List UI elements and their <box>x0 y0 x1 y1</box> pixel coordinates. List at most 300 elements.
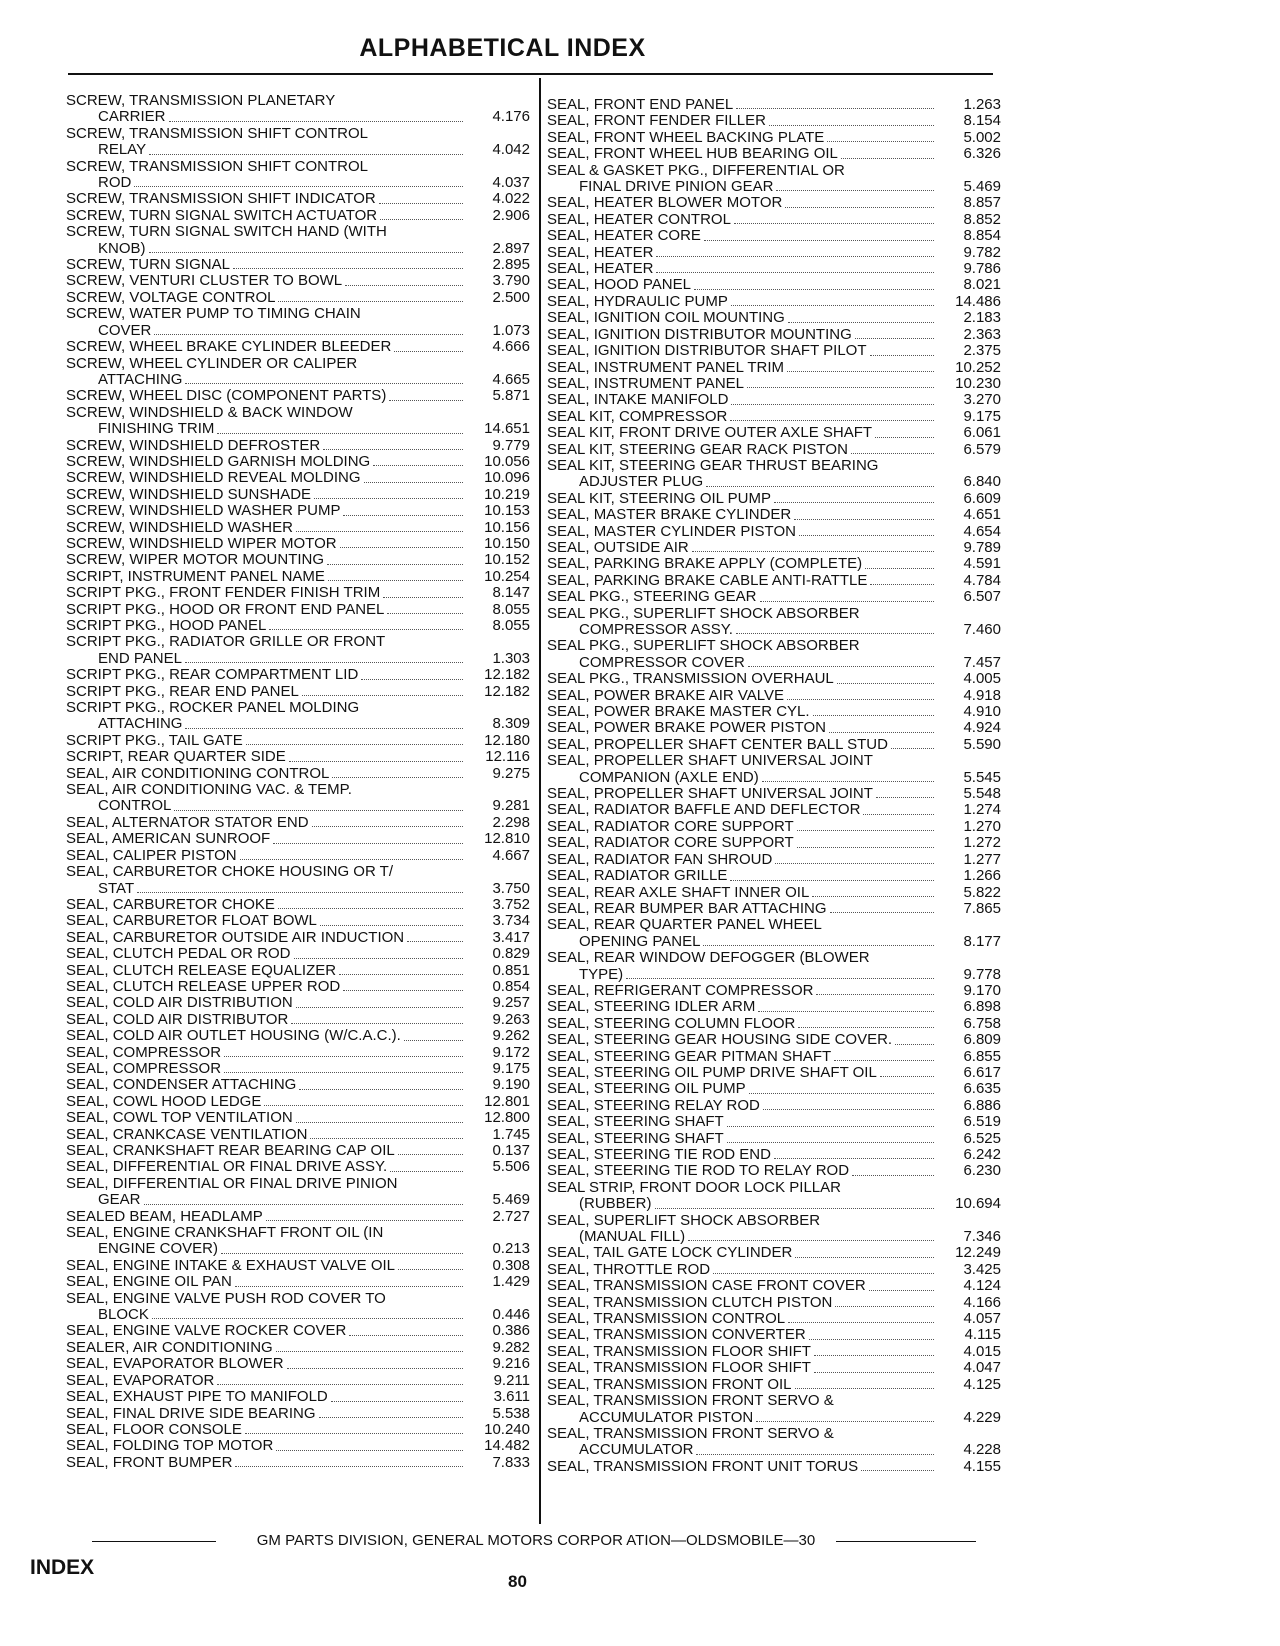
dot-leader <box>795 1245 934 1257</box>
entry-reference: 8.154 <box>963 112 1001 130</box>
entry-reference: 4.651 <box>963 506 1001 524</box>
index-entry <box>66 815 532 831</box>
index-entry <box>547 1245 1003 1261</box>
entry-text-line: SEAL, REAR BUMPER BAR ATTACHING <box>547 899 827 917</box>
entry-label <box>547 507 937 523</box>
entry-text <box>66 1274 466 1290</box>
entry-label <box>66 963 466 979</box>
entry-text <box>547 885 937 901</box>
index-entry <box>66 1028 532 1044</box>
entry-text <box>547 1295 937 1311</box>
entry-text <box>547 261 937 277</box>
dot-leader <box>149 241 463 253</box>
index-entry <box>547 1114 1003 1130</box>
entry-text-line: SCREW, WHEEL CYLINDER OR CALIPER <box>66 354 358 372</box>
entry-text <box>547 786 937 802</box>
entry-text <box>66 552 466 568</box>
entry-label <box>66 1455 466 1471</box>
dot-leader <box>233 257 463 269</box>
entry-reference: 4.910 <box>963 703 1001 721</box>
entry-label <box>66 208 466 224</box>
index-entry <box>547 294 1003 310</box>
entry-label <box>547 195 937 211</box>
entry-text <box>66 848 466 864</box>
entry-text-line: SEAL, STEERING OIL PUMP DRIVE SHAFT OIL <box>547 1063 877 1081</box>
index-entry <box>66 995 532 1011</box>
entry-text-line: SEAL, HEATER CONTROL <box>547 210 731 228</box>
entry-text <box>547 277 937 293</box>
entry-text-line: (MANUAL FILL) <box>579 1228 686 1246</box>
entry-text <box>66 1061 466 1077</box>
entry-text-line: OPENING PANEL <box>579 932 701 950</box>
entry-label <box>66 536 466 552</box>
entry-label <box>66 552 466 568</box>
dot-leader <box>264 1094 463 1106</box>
dot-leader <box>895 1032 934 1044</box>
index-entry <box>547 458 1003 491</box>
dot-leader <box>795 1377 935 1389</box>
dot-leader <box>863 802 934 814</box>
entry-text <box>66 159 466 175</box>
entry-label <box>66 126 466 159</box>
entry-text-line: SEAL, ALTERNATOR STATOR END <box>66 813 309 831</box>
entry-label <box>547 1081 937 1097</box>
index-entry <box>66 1012 532 1028</box>
dot-leader <box>756 1410 934 1422</box>
entry-text-line: SEAL, EXHAUST PIPE TO MANIFOLD <box>66 1388 328 1406</box>
entry-text <box>547 999 937 1015</box>
entry-text <box>547 589 937 605</box>
entry-text-line: CARRIER <box>98 108 166 126</box>
entry-text-line: SCRIPT PKG., FRONT FENDER FINISH TRIM <box>66 584 381 602</box>
entry-reference: 3.750 <box>492 879 530 897</box>
entry-reference: 4.042 <box>492 141 530 159</box>
entry-text <box>547 130 937 146</box>
entry-text <box>547 1016 937 1032</box>
entry-label <box>66 257 466 273</box>
dot-leader <box>349 1323 463 1335</box>
entry-reference: 0.851 <box>492 961 530 979</box>
entry-text-line: SCRIPT PKG., TAIL GATE <box>66 731 243 749</box>
entry-text-line: SCREW, TURN SIGNAL <box>66 256 230 274</box>
entry-reference: 4.591 <box>963 555 1001 573</box>
entry-reference: 6.579 <box>963 440 1001 458</box>
entry-text-line: ACCUMULATOR PISTON <box>579 1408 754 1426</box>
entry-text <box>547 1442 937 1458</box>
entry-label <box>66 848 466 864</box>
entry-text <box>66 946 466 962</box>
entry-reference: 4.166 <box>963 1293 1001 1311</box>
entry-text <box>66 241 466 257</box>
index-entry <box>547 1426 1003 1459</box>
entry-reference: 10.150 <box>484 534 530 552</box>
dot-leader <box>749 1081 934 1093</box>
dot-leader <box>655 1196 934 1208</box>
dot-leader <box>855 327 934 339</box>
entry-label <box>547 606 937 639</box>
index-entry <box>547 819 1003 835</box>
entry-text-line: COMPRESSOR ASSY. <box>579 621 733 638</box>
entry-label <box>547 524 937 540</box>
entry-text <box>66 273 466 289</box>
entry-label <box>66 1422 466 1438</box>
entry-label <box>66 405 466 438</box>
entry-label <box>547 228 937 244</box>
entry-text-line: SEAL & GASKET PKG., DIFFERENTIAL OR <box>547 161 845 179</box>
entry-text <box>547 983 937 999</box>
entry-label <box>66 930 466 946</box>
index-entry <box>547 1065 1003 1081</box>
footer-rule-left <box>92 1541 216 1542</box>
entry-reference: 14.482 <box>484 1437 530 1455</box>
entry-text-line: SCRIPT PKG., HOOD OR FRONT END PANEL <box>66 600 385 618</box>
entry-text <box>66 602 466 618</box>
entry-reference: 14.486 <box>955 292 1001 310</box>
entry-label <box>66 520 466 536</box>
dot-leader <box>837 671 934 683</box>
entry-text <box>66 1258 466 1274</box>
entry-text-line: SEAL, PROPELLER SHAFT CENTER BALL STUD <box>547 735 888 753</box>
entry-text <box>66 749 466 765</box>
entry-reference: 2.727 <box>492 1207 530 1225</box>
entry-label <box>66 1389 466 1405</box>
entry-text <box>547 556 937 572</box>
entry-text-line: SEAL, AIR CONDITIONING VAC. & TEMP. <box>66 781 352 799</box>
dot-leader <box>814 1360 934 1372</box>
index-entry <box>547 688 1003 704</box>
dot-leader <box>852 1163 934 1175</box>
index-entry <box>66 602 532 618</box>
dot-leader <box>814 1344 934 1356</box>
index-entry <box>547 327 1003 343</box>
entry-text <box>66 126 466 142</box>
entry-text-line: SEAL, FRONT WHEEL BACKING PLATE <box>547 128 825 146</box>
entry-text-line: SCREW, TRANSMISSION SHIFT CONTROL <box>66 124 368 142</box>
entry-text-line: ATTACHING <box>98 715 183 733</box>
entry-reference: 10.240 <box>484 1420 530 1438</box>
entry-reference: 12.180 <box>484 731 530 749</box>
entry-reference: 10.152 <box>484 551 530 569</box>
entry-text-line: SEAL, MASTER BRAKE CYLINDER <box>547 506 792 524</box>
entry-text-line: SEAL KIT, COMPRESSOR <box>547 407 728 425</box>
index-entry <box>547 753 1003 786</box>
dot-leader <box>736 97 934 109</box>
entry-text-line: SEAL, REAR AXLE SHAFT INNER OIL <box>547 883 810 901</box>
dot-leader <box>763 1098 934 1110</box>
entry-reference: 4.924 <box>963 719 1001 737</box>
dot-leader <box>296 995 463 1007</box>
entry-text <box>66 930 466 946</box>
dot-leader <box>788 1311 934 1323</box>
index-entry <box>547 1163 1003 1179</box>
entry-text-line: SEAL KIT, STEERING GEAR THRUST BEARING <box>547 456 879 474</box>
dot-leader <box>787 688 934 700</box>
entry-reference: 8.854 <box>963 227 1001 245</box>
index-entry <box>547 392 1003 408</box>
dot-leader <box>246 733 463 745</box>
index-entry <box>66 93 532 126</box>
entry-reference: 12.800 <box>484 1109 530 1127</box>
entry-reference: 2.500 <box>492 288 530 306</box>
dot-leader <box>870 573 934 585</box>
dot-leader <box>834 1049 934 1061</box>
index-entry <box>66 864 532 897</box>
entry-label <box>547 556 937 572</box>
entry-text <box>547 1049 937 1065</box>
index-entry <box>66 684 532 700</box>
footer-text: GM PARTS DIVISION, GENERAL MOTORS CORPOR ATION—OLDSMOBILE—30 <box>256 1532 816 1549</box>
entry-text <box>66 356 466 372</box>
index-entry <box>66 191 532 207</box>
page-number: 80 <box>508 1572 527 1591</box>
entry-text <box>66 1143 466 1159</box>
dot-leader <box>865 556 934 568</box>
entry-text-line: SCREW, WINDSHIELD WIPER MOTOR <box>66 534 337 552</box>
entry-reference: 9.779 <box>492 436 530 454</box>
entry-text <box>547 704 937 720</box>
entry-reference: 8.021 <box>963 276 1001 294</box>
entry-text-line: SEAL, INSTRUMENT PANEL <box>547 374 744 392</box>
entry-reference: 14.651 <box>484 420 530 438</box>
entry-label <box>66 388 466 404</box>
entry-text <box>66 913 466 929</box>
entry-label <box>66 1061 466 1077</box>
dot-leader <box>829 720 934 732</box>
entry-label <box>66 273 466 289</box>
entry-label <box>547 638 937 671</box>
entry-reference: 2.375 <box>963 342 1001 360</box>
index-entry <box>66 749 532 765</box>
dot-leader <box>696 1442 934 1454</box>
entry-text-line: SEAL, STEERING TIE ROD END <box>547 1146 771 1163</box>
entry-label <box>547 1344 937 1360</box>
entry-label <box>66 503 466 519</box>
entry-reference: 5.469 <box>492 1191 530 1209</box>
entry-label <box>66 913 466 929</box>
index-entry <box>66 1143 532 1159</box>
entry-reference: 8.852 <box>963 210 1001 228</box>
entry-text <box>547 901 937 917</box>
entry-label <box>66 1012 466 1028</box>
index-entry <box>66 356 532 389</box>
entry-label <box>66 1356 466 1372</box>
entry-reference: 3.790 <box>492 272 530 290</box>
entry-text-line: SEAL KIT, STEERING OIL PUMP <box>547 489 771 507</box>
entry-text <box>66 766 466 782</box>
entry-text-line: SEAL, CLUTCH RELEASE UPPER ROD <box>66 977 341 995</box>
entry-text-line: SCREW, TURN SIGNAL SWITCH HAND (WITH <box>66 223 387 241</box>
dot-leader <box>294 946 464 958</box>
index-entry <box>66 257 532 273</box>
entry-reference: 1.263 <box>963 96 1001 113</box>
index-entry <box>547 1377 1003 1393</box>
index-entry <box>66 487 532 503</box>
entry-text <box>66 405 466 421</box>
entry-text-line: ACCUMULATOR <box>579 1441 694 1459</box>
entry-reference: 1.073 <box>492 321 530 339</box>
entry-text <box>547 327 937 343</box>
dot-leader <box>332 766 463 778</box>
entry-text <box>547 1377 937 1393</box>
dot-leader <box>345 273 463 285</box>
entry-text-line: SEAL, IGNITION DISTRIBUTOR SHAFT PILOT <box>547 342 867 360</box>
entry-reference: 10.694 <box>955 1195 1001 1213</box>
dot-leader <box>235 1274 463 1286</box>
dot-leader <box>245 1422 463 1434</box>
entry-text <box>66 503 466 519</box>
entry-text <box>547 934 937 950</box>
dot-leader <box>734 212 934 224</box>
entry-label <box>547 491 937 507</box>
entry-text <box>547 474 937 490</box>
entry-text-line: SEAL, IGNITION COIL MOUNTING <box>547 309 785 327</box>
dot-leader <box>731 392 934 404</box>
entry-text <box>547 852 937 868</box>
entry-label <box>547 1360 937 1376</box>
entry-text-line: SEAL, RADIATOR CORE SUPPORT <box>547 834 794 852</box>
entry-label <box>547 983 937 999</box>
entry-reference: 7.460 <box>963 621 1001 638</box>
entry-text <box>547 802 937 818</box>
entry-text <box>66 208 466 224</box>
dot-leader <box>851 442 934 454</box>
entry-text <box>66 1438 466 1454</box>
index-entry <box>547 1278 1003 1294</box>
dot-leader <box>788 310 934 322</box>
entry-label <box>547 442 937 458</box>
entry-text-line: SEAL, RADIATOR FAN SHROUD <box>547 850 773 868</box>
dot-leader <box>694 277 934 289</box>
entry-reference: 1.272 <box>963 834 1001 852</box>
entry-label <box>66 356 466 389</box>
dot-leader <box>797 819 934 831</box>
dot-leader <box>319 1406 463 1418</box>
index-entry <box>66 224 532 257</box>
entry-reference: 4.666 <box>492 338 530 356</box>
entry-reference: 2.895 <box>492 256 530 274</box>
dot-leader <box>387 602 463 614</box>
entry-text-line: BLOCK <box>98 1306 149 1324</box>
entry-text-line: SEAL, FRONT END PANEL <box>547 96 734 113</box>
entry-text <box>66 306 466 322</box>
entry-reference: 12.249 <box>955 1244 1001 1262</box>
entry-text <box>547 1196 937 1212</box>
entry-text <box>547 409 937 425</box>
dot-leader <box>137 881 463 893</box>
index-entry <box>66 782 532 815</box>
dot-leader <box>291 1012 463 1024</box>
dot-leader <box>343 503 463 515</box>
entry-reference: 0.854 <box>492 977 530 995</box>
entry-reference: 4.667 <box>492 846 530 864</box>
entry-label <box>547 1065 937 1081</box>
entry-label <box>547 392 937 408</box>
entry-text <box>547 146 937 162</box>
entry-label <box>547 343 937 359</box>
entry-reference: 1.274 <box>963 801 1001 819</box>
entry-text <box>66 881 466 897</box>
index-entry <box>66 1110 532 1126</box>
entry-reference: 5.469 <box>963 178 1001 196</box>
index-entry <box>66 1373 532 1389</box>
index-entry <box>547 130 1003 146</box>
index-entry <box>66 1225 532 1258</box>
entry-label <box>66 1045 466 1061</box>
entry-text-line: SEAL, COLD AIR DISTRIBUTOR <box>66 1010 289 1028</box>
entry-text-line: SCREW, TRANSMISSION SHIFT CONTROL <box>66 157 368 175</box>
entry-text <box>547 442 937 458</box>
index-entry <box>547 950 1003 983</box>
entry-reference: 9.263 <box>492 1010 530 1028</box>
entry-reference: 9.262 <box>492 1027 530 1045</box>
dot-leader <box>149 142 463 154</box>
entry-text-line: SCREW, WINDSHIELD SUNSHADE <box>66 485 312 503</box>
entry-label <box>547 1180 937 1213</box>
entry-reference: 8.055 <box>492 600 530 618</box>
entry-label <box>547 917 937 950</box>
dot-leader <box>373 454 463 466</box>
dot-leader <box>774 1147 934 1159</box>
entry-text-line: SEAL, STEERING SHAFT <box>547 1113 724 1131</box>
dot-leader <box>730 409 934 421</box>
entry-text <box>547 343 937 359</box>
entry-text-line: SCRIPT, REAR QUARTER SIDE <box>66 748 286 766</box>
dot-leader <box>835 1295 934 1307</box>
entry-label <box>66 733 466 749</box>
dot-leader <box>224 1061 463 1073</box>
entry-text-line: SEAL, RADIATOR CORE SUPPORT <box>547 817 794 835</box>
entry-text-line: STAT <box>98 879 135 897</box>
entry-text-line: SEAL, STEERING RELAY ROD <box>547 1096 760 1114</box>
entry-label <box>547 786 937 802</box>
entry-label <box>547 310 937 326</box>
entry-text-line: SCREW, TRANSMISSION SHIFT INDICATOR <box>66 190 376 208</box>
index-entry <box>66 1077 532 1093</box>
entry-text-line: SEAL, TRANSMISSION FRONT OIL <box>547 1375 792 1393</box>
entry-text-line: SEAL, SUPERLIFT SHOCK ABSORBER <box>547 1211 821 1229</box>
entry-text <box>66 487 466 503</box>
entry-text <box>547 1410 937 1426</box>
entry-text-line: SCRIPT PKG., ROCKER PANEL MOLDING <box>66 699 360 717</box>
entry-reference: 4.037 <box>492 174 530 192</box>
entry-label <box>547 1377 937 1393</box>
entry-label <box>66 1340 466 1356</box>
entry-text <box>547 540 937 556</box>
index-entry <box>547 1098 1003 1114</box>
entry-reference: 9.282 <box>492 1338 530 1356</box>
entry-label <box>547 950 937 983</box>
entry-text-line: SEAL, TRANSMISSION CASE FRONT COVER <box>547 1277 866 1295</box>
entry-reference: 9.275 <box>492 764 530 782</box>
entry-reference: 5.506 <box>492 1158 530 1176</box>
entry-text-line: SEAL, RADIATOR GRILLE <box>547 867 728 885</box>
entry-text <box>547 1081 937 1097</box>
index-entry <box>66 1061 532 1077</box>
entry-text <box>66 257 466 273</box>
dot-leader <box>314 487 463 499</box>
entry-reference: 9.172 <box>492 1043 530 1061</box>
entry-text <box>547 1131 937 1147</box>
entry-label <box>547 540 937 556</box>
entry-label <box>547 753 937 786</box>
index-entry <box>66 667 532 683</box>
index-entry <box>66 388 532 404</box>
entry-label <box>66 1291 466 1324</box>
entry-text-line: SCREW, WHEEL BRAKE CYLINDER BLEEDER <box>66 338 392 356</box>
entry-reference: 4.047 <box>963 1359 1001 1377</box>
entry-text-line: SEAL, STEERING IDLER ARM <box>547 998 756 1016</box>
entry-text-line: SEAL, DIFFERENTIAL OR FINAL DRIVE PINION <box>66 1174 398 1192</box>
